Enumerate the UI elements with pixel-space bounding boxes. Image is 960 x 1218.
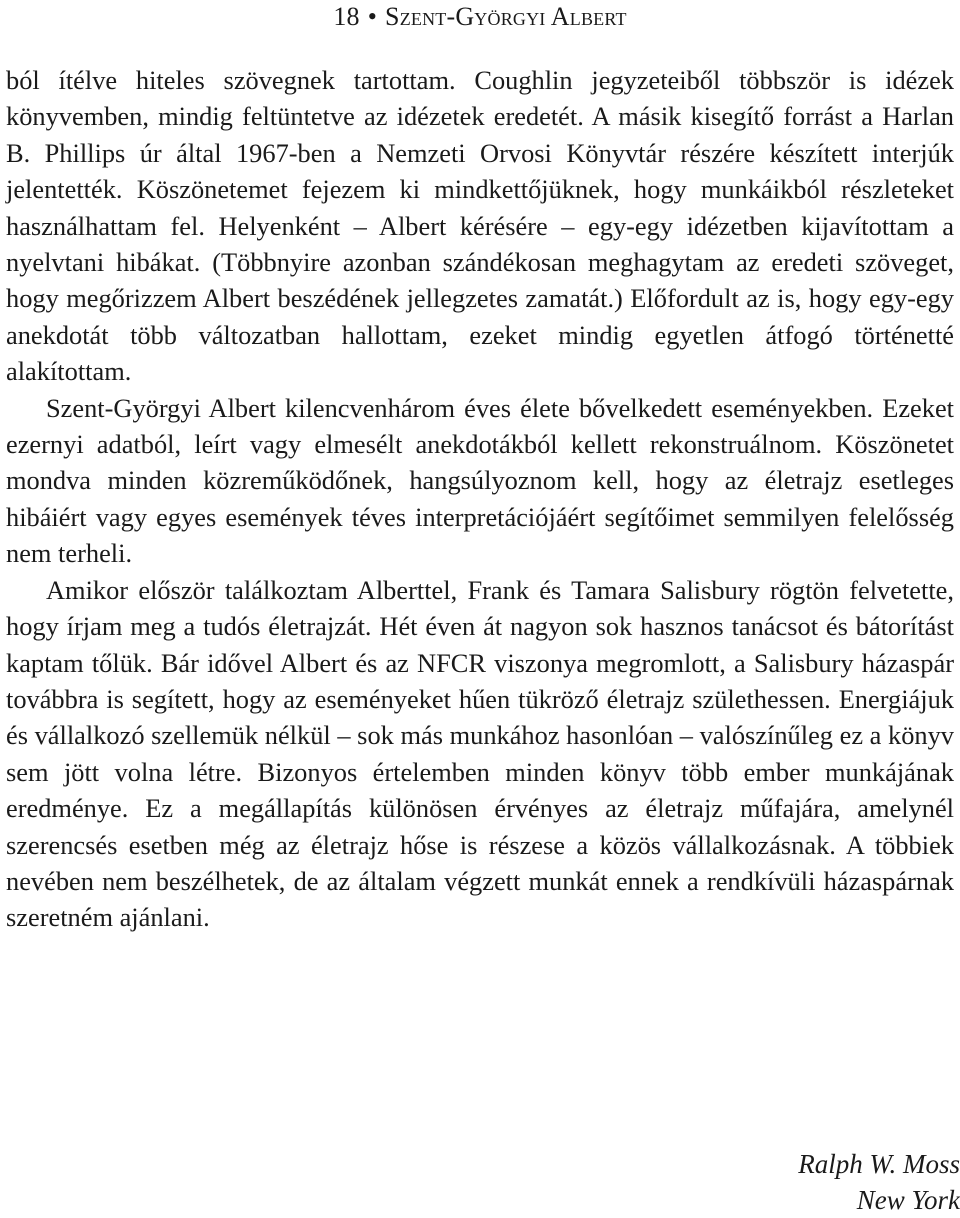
body-text (6, 62, 954, 936)
running-head-title: Szent-Györgyi Albert (385, 2, 627, 31)
paragraph-3: Amikor először találkoztam Alberttel, Frank és Tamara Salisbury rögtön felvetette, hogy írjam meg a tudós életrajzát. Hét éven át nagyon sok hasznos tanácsot és bátorítást kaptam tőlük. Bár idővel Albert és az NFCR viszonya megromlott, a Salisbury házaspár továbbra is segített, hogy az eseményeket hűen tükröző életrajz születhessen. Energiájuk és vállalkozó szellemük nélkül – sok más munkához hasonlóan – valószínűleg ez a könyv sem jött volna létre. Bizonyos értelemben minden könyv több ember munkájának eredménye. Ez a megállapítás különösen érvényes az életrajz műfajára, amelynél szerencsés esetben még az életrajz hőse is részese a közös vállalkozásnak. A többiek nevében nem beszélhetek, de az általam végzett munkát ennek a rendkívüli házaspárnak szeretném ajánlani. (6, 574, 954, 933)
bullet-separator: • (367, 2, 378, 31)
author-name: Ralph W. Moss (798, 1149, 960, 1179)
book-page (6, 0, 954, 936)
running-head (6, 0, 954, 46)
author-place: New York (856, 1185, 960, 1215)
paragraph-1: ból ítélve hiteles szövegnek tartottam. Coughlin jegyzeteiből többször is idézek könyvemben, mindig feltüntetve az idézetek eredetét. A másik kisegítő forrást a Harlan B. Phillips úr által 1967-ben a Nemzeti Orvosi Könyvtár részére készített interjúk jelentették. Köszönetemet fejezem ki mindkettőjüknek, hogy munkáikból részleteket használhattam fel. Helyenként – Albert kérésére – egy-egy idézetben kijavítottam a nyelvtani hibákat. (Többnyire azonban szándékosan meghagytam az eredeti szöveget, hogy megőrizzem Albert beszédének jellegzetes zamatát.) Előfordult az is, hogy egy-egy anekdotát több változatban hallottam, ezeket mindig egyetlen átfogó történetté alakítottam. (6, 65, 954, 387)
page-number: 18 (333, 2, 360, 31)
paragraph-2: Szent-Györgyi Albert kilencvenhárom éves élete bővelkedett eseményekben. Ezeket ezernyi adatból, leírt vagy elmesélt anekdotákból kellett rekonstruálnom. Köszönetet mondva minden közreműködőnek, hangsúlyoznom kell, hogy az életrajz esetleges hibáiért vagy egyes események téves interpretációjáért segítőimet semmilyen felelősség nem terheli. (6, 392, 954, 569)
signature-block (798, 1146, 960, 1218)
